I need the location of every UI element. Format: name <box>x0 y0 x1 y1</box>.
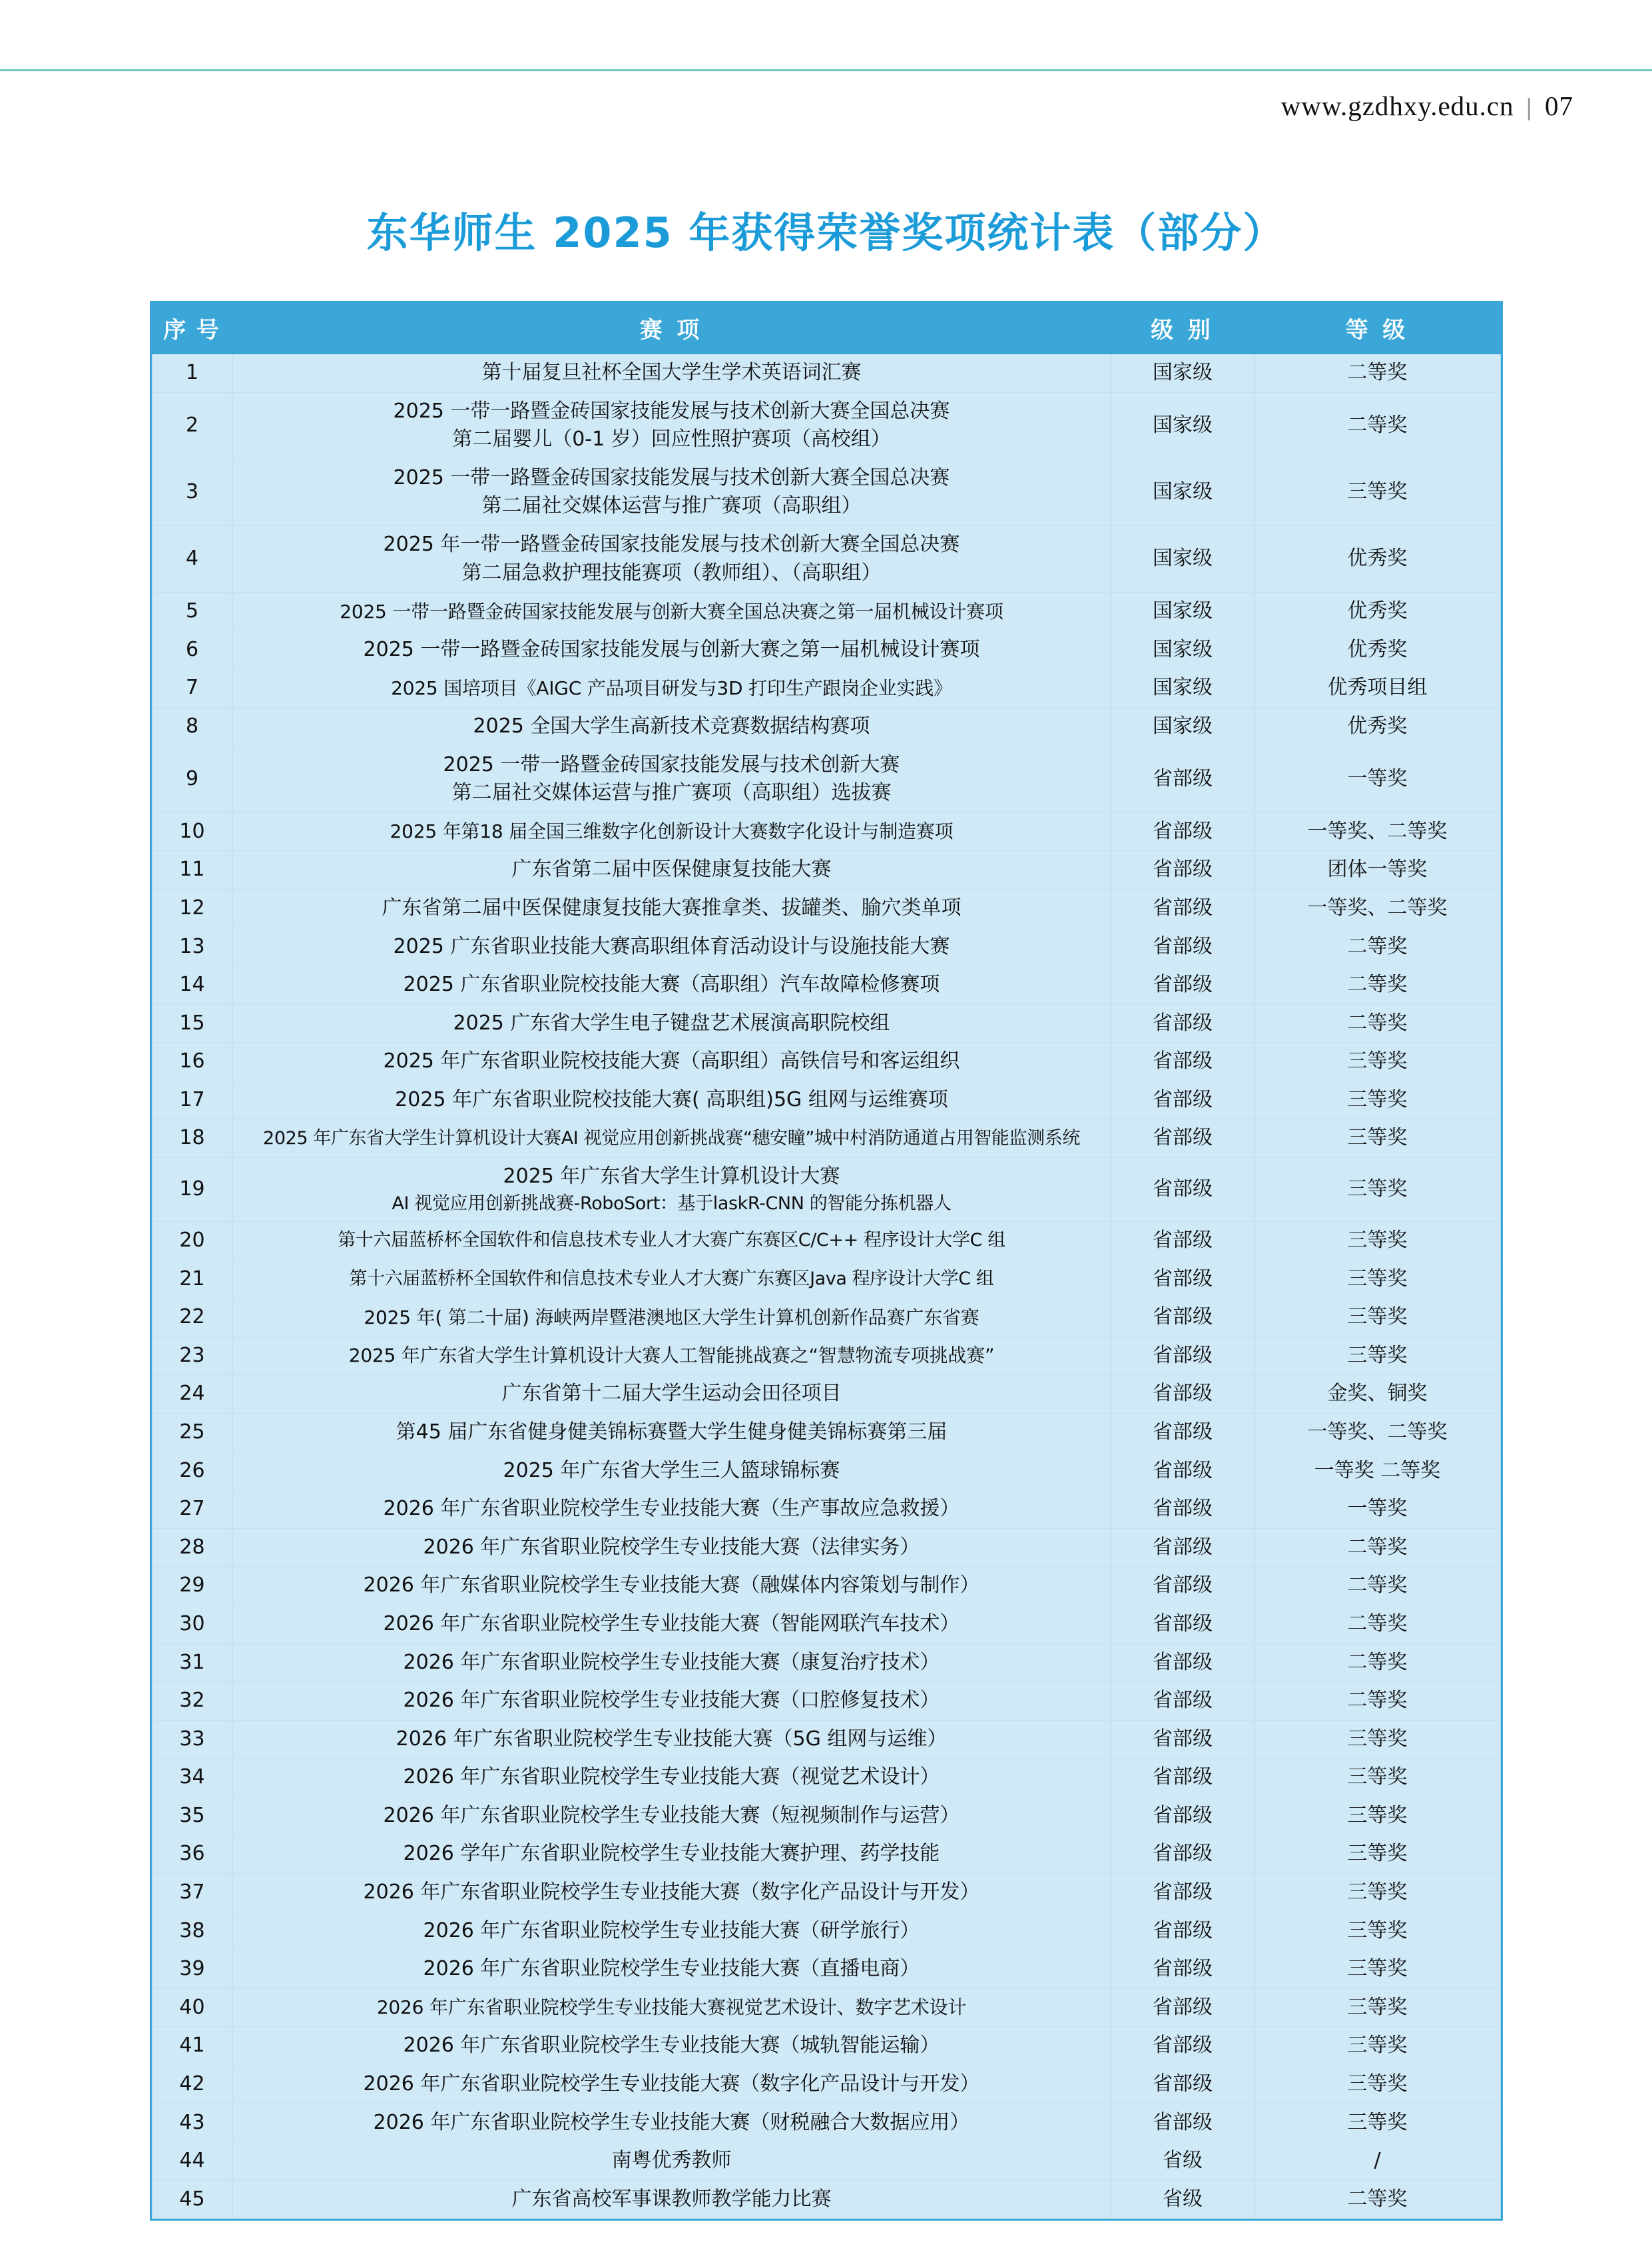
cell-index: 3 <box>152 459 232 525</box>
cell-grade: 三等奖 <box>1254 1260 1501 1298</box>
cell-grade: 二等奖 <box>1254 928 1501 966</box>
cell-level: 省部级 <box>1111 851 1254 890</box>
table-row <box>152 1682 1501 1721</box>
cell-index: 5 <box>152 593 232 631</box>
cell-level: 国家级 <box>1111 631 1254 669</box>
cell-index: 30 <box>152 1605 232 1643</box>
cell-level: 省部级 <box>1111 1413 1254 1452</box>
cell-item: 2026 学年广东省职业院校学生专业技能大赛护理、药学技能 <box>232 1835 1111 1874</box>
table-row <box>152 1452 1501 1490</box>
cell-index: 23 <box>152 1336 232 1375</box>
cell-index: 44 <box>152 2142 232 2181</box>
cell-level: 省部级 <box>1111 1298 1254 1337</box>
awards-table-body <box>152 354 1501 2219</box>
header-rule <box>0 69 1652 71</box>
table-row <box>152 1004 1501 1043</box>
cell-index: 17 <box>152 1081 232 1119</box>
table-row <box>152 1874 1501 1912</box>
cell-index: 2 <box>152 392 232 459</box>
table-row <box>152 1490 1501 1529</box>
cell-item: 2026 年广东省职业院校学生专业技能大赛（视觉艺术设计） <box>232 1759 1111 1797</box>
cell-grade: 优秀奖 <box>1254 631 1501 669</box>
cell-level: 省部级 <box>1111 1759 1254 1797</box>
cell-item: 2025 年广东省职业院校技能大赛（高职组）高铁信号和客运组织 <box>232 1043 1111 1081</box>
table-row <box>152 459 1501 525</box>
cell-item: 2026 年广东省职业院校学生专业技能大赛（短视频制作与运营） <box>232 1797 1111 1835</box>
cell-index: 16 <box>152 1043 232 1081</box>
table-row <box>152 1643 1501 1682</box>
cell-level: 省部级 <box>1111 1605 1254 1643</box>
cell-item: 广东省第十二届大学生运动会田径项目 <box>232 1375 1111 1414</box>
cell-index: 39 <box>152 1950 232 1989</box>
cell-level: 省部级 <box>1111 1912 1254 1950</box>
cell-grade: 二等奖 <box>1254 966 1501 1005</box>
cell-item: 2026 年广东省职业院校学生专业技能大赛（数字化产品设计与开发） <box>232 1874 1111 1912</box>
cell-index: 18 <box>152 1119 232 1158</box>
cell-item: 2025 一带一路暨金砖国家技能发展与技术创新大赛全国总决赛 第二届婴儿（0-1 岁）回应性照护赛项（高校组） <box>232 392 1111 459</box>
cell-index: 32 <box>152 1682 232 1721</box>
cell-item: 2025 国培项目《AIGC 产品项目研发与3D 打印生产跟岗企业实践》 <box>232 669 1111 708</box>
table-row <box>152 1413 1501 1452</box>
cell-level: 省部级 <box>1111 1643 1254 1682</box>
table-row <box>152 889 1501 928</box>
cell-index: 33 <box>152 1720 232 1759</box>
table-row <box>152 1988 1501 2027</box>
cell-level: 省部级 <box>1111 812 1254 851</box>
cell-grade: 一等奖 <box>1254 746 1501 812</box>
cell-item: 2026 年广东省职业院校学生专业技能大赛（智能网联汽车技术） <box>232 1605 1111 1643</box>
cell-grade: 二等奖 <box>1254 2180 1501 2219</box>
cell-grade: 三等奖 <box>1254 1797 1501 1835</box>
cell-grade: 三等奖 <box>1254 2103 1501 2142</box>
cell-item: 2025 年一带一路暨金砖国家技能发展与技术创新大赛全国总决赛 第二届急救护理技能赛项（教师组）、（高职组） <box>232 525 1111 592</box>
cell-index: 41 <box>152 2027 232 2066</box>
cell-grade: 三等奖 <box>1254 1835 1501 1874</box>
cell-level: 省部级 <box>1111 1452 1254 1490</box>
cell-grade: 三等奖 <box>1254 1081 1501 1119</box>
cell-index: 26 <box>152 1452 232 1490</box>
cell-item: 2026 年广东省职业院校学生专业技能大赛（生产事故应急救援） <box>232 1490 1111 1529</box>
cell-item: 2026 年广东省职业院校学生专业技能大赛（5G 组网与运维） <box>232 1720 1111 1759</box>
cell-item: 2026 年广东省职业院校学生专业技能大赛（城轨智能运输） <box>232 2027 1111 2066</box>
cell-level: 省部级 <box>1111 1490 1254 1529</box>
cell-grade: 二等奖 <box>1254 1682 1501 1721</box>
table-row <box>152 1260 1501 1298</box>
cell-index: 40 <box>152 1988 232 2027</box>
cell-grade: 二等奖 <box>1254 1004 1501 1043</box>
cell-index: 20 <box>152 1221 232 1260</box>
cell-level: 国家级 <box>1111 392 1254 459</box>
table-row <box>152 1912 1501 1950</box>
cell-level: 国家级 <box>1111 707 1254 746</box>
cell-level: 省部级 <box>1111 1043 1254 1081</box>
page-number: 07 <box>1545 91 1573 121</box>
table-row <box>152 2142 1501 2181</box>
table-row <box>152 1950 1501 1989</box>
cell-index: 31 <box>152 1643 232 1682</box>
table-row <box>152 525 1501 592</box>
column-header-level: 级 别 <box>1111 304 1254 354</box>
cell-level: 省部级 <box>1111 1004 1254 1043</box>
table-row <box>152 1797 1501 1835</box>
table-row <box>152 707 1501 746</box>
cell-item: 2025 年广东省大学生计算机设计大赛 AI 视觉应用创新挑战赛-RoboSort：基于laskR-CNN 的智能分拣机器人 <box>232 1158 1111 1222</box>
cell-item: 2025 广东省职业院校技能大赛（高职组）汽车故障检修赛项 <box>232 966 1111 1005</box>
cell-level: 省部级 <box>1111 1797 1254 1835</box>
cell-grade: 优秀奖 <box>1254 525 1501 592</box>
cell-grade: 三等奖 <box>1254 1950 1501 1989</box>
cell-level: 省部级 <box>1111 928 1254 966</box>
table-row <box>152 1528 1501 1567</box>
cell-item: 第十六届蓝桥杯全国软件和信息技术专业人才大赛广东赛区Java 程序设计大学C 组 <box>232 1260 1111 1298</box>
cell-grade: 三等奖 <box>1254 1988 1501 2027</box>
cell-index: 35 <box>152 1797 232 1835</box>
cell-index: 34 <box>152 1759 232 1797</box>
cell-index: 6 <box>152 631 232 669</box>
table-row <box>152 1119 1501 1158</box>
table-row <box>152 1081 1501 1119</box>
table-row <box>152 1043 1501 1081</box>
cell-index: 24 <box>152 1375 232 1414</box>
cell-index: 21 <box>152 1260 232 1298</box>
cell-index: 43 <box>152 2103 232 2142</box>
cell-level: 省部级 <box>1111 2066 1254 2104</box>
cell-grade: 三等奖 <box>1254 1158 1501 1222</box>
cell-level: 省部级 <box>1111 2027 1254 2066</box>
cell-index: 25 <box>152 1413 232 1452</box>
cell-level: 省部级 <box>1111 1081 1254 1119</box>
cell-level: 省级 <box>1111 2142 1254 2181</box>
cell-grade: 二等奖 <box>1254 354 1501 393</box>
cell-level: 省部级 <box>1111 1336 1254 1375</box>
cell-level: 省部级 <box>1111 1221 1254 1260</box>
cell-level: 省部级 <box>1111 1950 1254 1989</box>
cell-item: 2025 一带一路暨金砖国家技能发展与创新大赛全国总决赛之第一届机械设计赛项 <box>232 593 1111 631</box>
awards-table <box>152 303 1501 2219</box>
cell-level: 省部级 <box>1111 1119 1254 1158</box>
cell-level: 省部级 <box>1111 1375 1254 1414</box>
cell-index: 7 <box>152 669 232 708</box>
cell-grade: 三等奖 <box>1254 1336 1501 1375</box>
column-header-grade: 等 级 <box>1254 304 1501 354</box>
table-row <box>152 1298 1501 1337</box>
table-row <box>152 1336 1501 1375</box>
cell-grade: 三等奖 <box>1254 1759 1501 1797</box>
cell-index: 45 <box>152 2180 232 2219</box>
cell-index: 4 <box>152 525 232 592</box>
cell-grade: 一等奖、二等奖 <box>1254 889 1501 928</box>
site-url: www.gzdhxy.edu.cn <box>1280 91 1514 121</box>
cell-level: 省部级 <box>1111 2103 1254 2142</box>
cell-item: 2026 年广东省职业院校学生专业技能大赛视觉艺术设计、数字艺术设计 <box>232 1988 1111 2027</box>
table-header-row <box>152 304 1501 354</box>
cell-level: 省部级 <box>1111 889 1254 928</box>
cell-index: 27 <box>152 1490 232 1529</box>
cell-grade: 二等奖 <box>1254 1528 1501 1567</box>
table-row <box>152 2180 1501 2219</box>
awards-table-container <box>150 301 1498 2224</box>
table-row <box>152 1221 1501 1260</box>
cell-grade: 三等奖 <box>1254 2066 1501 2104</box>
cell-grade: 优秀项目组 <box>1254 669 1501 708</box>
table-row <box>152 669 1501 708</box>
cell-index: 29 <box>152 1567 232 1605</box>
cell-level: 省部级 <box>1111 1528 1254 1567</box>
cell-item: 南粤优秀教师 <box>232 2142 1111 2181</box>
cell-item: 2026 年广东省职业院校学生专业技能大赛（财税融合大数据应用） <box>232 2103 1111 2142</box>
cell-grade: 一等奖 <box>1254 1490 1501 1529</box>
cell-index: 11 <box>152 851 232 890</box>
table-row <box>152 2103 1501 2142</box>
cell-item: 2025 年广东省大学生三人篮球锦标赛 <box>232 1452 1111 1490</box>
cell-item: 2026 年广东省职业院校学生专业技能大赛（康复治疗技术） <box>232 1643 1111 1682</box>
awards-table-frame <box>150 301 1503 2221</box>
cell-grade: / <box>1254 2142 1501 2181</box>
table-row <box>152 1567 1501 1605</box>
cell-grade: 二等奖 <box>1254 1605 1501 1643</box>
table-row <box>152 812 1501 851</box>
cell-item: 第十届复旦社杯全国大学生学术英语词汇赛 <box>232 354 1111 393</box>
table-row <box>152 2066 1501 2104</box>
cell-item: 2025 广东省大学生电子键盘艺术展演高职院校组 <box>232 1004 1111 1043</box>
cell-index: 15 <box>152 1004 232 1043</box>
cell-level: 省部级 <box>1111 966 1254 1005</box>
cell-index: 13 <box>152 928 232 966</box>
table-row <box>152 1720 1501 1759</box>
cell-grade: 三等奖 <box>1254 1874 1501 1912</box>
cell-level: 国家级 <box>1111 669 1254 708</box>
cell-grade: 二等奖 <box>1254 1643 1501 1682</box>
cell-level: 省部级 <box>1111 746 1254 812</box>
cell-item: 2026 年广东省职业院校学生专业技能大赛（口腔修复技术） <box>232 1682 1111 1721</box>
cell-grade: 一等奖、二等奖 <box>1254 812 1501 851</box>
cell-item: 2025 广东省职业技能大赛高职组体育活动设计与设施技能大赛 <box>232 928 1111 966</box>
cell-item: 广东省第二届中医保健康复技能大赛 <box>232 851 1111 890</box>
cell-index: 9 <box>152 746 232 812</box>
cell-grade: 三等奖 <box>1254 459 1501 525</box>
table-row <box>152 851 1501 890</box>
cell-level: 省部级 <box>1111 1720 1254 1759</box>
cell-level: 国家级 <box>1111 459 1254 525</box>
cell-grade: 一等奖、二等奖 <box>1254 1413 1501 1452</box>
cell-item: 2026 年广东省职业院校学生专业技能大赛（法律实务） <box>232 1528 1111 1567</box>
cell-level: 国家级 <box>1111 593 1254 631</box>
cell-item: 广东省第二届中医保健康复技能大赛推拿类、拔罐类、腧穴类单项 <box>232 889 1111 928</box>
cell-level: 省级 <box>1111 2180 1254 2219</box>
cell-grade: 二等奖 <box>1254 1567 1501 1605</box>
header-separator: | <box>1525 93 1533 121</box>
cell-item: 2026 年广东省职业院校学生专业技能大赛（直播电商） <box>232 1950 1111 1989</box>
cell-grade: 三等奖 <box>1254 1720 1501 1759</box>
cell-level: 省部级 <box>1111 1835 1254 1874</box>
cell-level: 国家级 <box>1111 354 1254 393</box>
cell-item: 2025 年广东省职业院校技能大赛( 高职组)5G 组网与运维赛项 <box>232 1081 1111 1119</box>
table-row <box>152 966 1501 1005</box>
cell-grade: 三等奖 <box>1254 1298 1501 1337</box>
cell-item: 2025 全国大学生高新技术竞赛数据结构赛项 <box>232 707 1111 746</box>
cell-index: 42 <box>152 2066 232 2104</box>
cell-item: 2025 年( 第二十届) 海峡两岸暨港澳地区大学生计算机创新作品赛广东省赛 <box>232 1298 1111 1337</box>
table-row <box>152 354 1501 393</box>
cell-grade: 三等奖 <box>1254 1221 1501 1260</box>
cell-grade: 团体一等奖 <box>1254 851 1501 890</box>
cell-item: 第45 届广东省健身健美锦标赛暨大学生健身健美锦标赛第三届 <box>232 1413 1111 1452</box>
cell-index: 28 <box>152 1528 232 1567</box>
table-row <box>152 392 1501 459</box>
cell-index: 22 <box>152 1298 232 1337</box>
cell-level: 省部级 <box>1111 1682 1254 1721</box>
cell-item: 广东省高校军事课教师教学能力比赛 <box>232 2180 1111 2219</box>
cell-item: 2026 年广东省职业院校学生专业技能大赛（数字化产品设计与开发） <box>232 2066 1111 2104</box>
table-row <box>152 631 1501 669</box>
table-row <box>152 1375 1501 1414</box>
column-header-index: 序 号 <box>152 304 232 354</box>
table-row <box>152 2027 1501 2066</box>
cell-item: 2025 一带一路暨金砖国家技能发展与技术创新大赛全国总决赛 第二届社交媒体运营与推广赛项（高职组） <box>232 459 1111 525</box>
page-title: 东华师生 2025 年获得荣誉奖项统计表（部分） <box>366 208 1286 257</box>
cell-item: 第十六届蓝桥杯全国软件和信息技术专业人才大赛广东赛区C/C++ 程序设计大学C 组 <box>232 1221 1111 1260</box>
table-row <box>152 1835 1501 1874</box>
cell-level: 省部级 <box>1111 1260 1254 1298</box>
cell-level: 省部级 <box>1111 1874 1254 1912</box>
table-row <box>152 746 1501 812</box>
cell-index: 10 <box>152 812 232 851</box>
cell-grade: 二等奖 <box>1254 392 1501 459</box>
cell-level: 国家级 <box>1111 525 1254 592</box>
cell-item: 2025 年广东省大学生计算机设计大赛AI 视觉应用创新挑战赛“穗安瞳”城中村消防通道占用智能监测系统 <box>232 1119 1111 1158</box>
cell-level: 省部级 <box>1111 1567 1254 1605</box>
cell-index: 37 <box>152 1874 232 1912</box>
cell-index: 36 <box>152 1835 232 1874</box>
table-row <box>152 1759 1501 1797</box>
table-row <box>152 928 1501 966</box>
cell-index: 38 <box>152 1912 232 1950</box>
cell-grade: 三等奖 <box>1254 1119 1501 1158</box>
cell-item: 2025 年第18 届全国三维数字化创新设计大赛数字化设计与制造赛项 <box>232 812 1111 851</box>
cell-grade: 三等奖 <box>1254 1912 1501 1950</box>
table-row <box>152 1158 1501 1222</box>
cell-index: 19 <box>152 1158 232 1222</box>
cell-grade: 金奖、铜奖 <box>1254 1375 1501 1414</box>
cell-grade: 三等奖 <box>1254 2027 1501 2066</box>
cell-item: 2025 一带一路暨金砖国家技能发展与创新大赛之第一届机械设计赛项 <box>232 631 1111 669</box>
cell-index: 8 <box>152 707 232 746</box>
cell-item: 2026 年广东省职业院校学生专业技能大赛（融媒体内容策划与制作） <box>232 1567 1111 1605</box>
cell-index: 14 <box>152 966 232 1005</box>
cell-grade: 优秀奖 <box>1254 593 1501 631</box>
cell-index: 12 <box>152 889 232 928</box>
cell-grade: 优秀奖 <box>1254 707 1501 746</box>
cell-item: 2025 一带一路暨金砖国家技能发展与技术创新大赛 第二届社交媒体运营与推广赛项（高职组）选拔赛 <box>232 746 1111 812</box>
cell-index: 1 <box>152 354 232 393</box>
cell-level: 省部级 <box>1111 1988 1254 2027</box>
table-row <box>152 593 1501 631</box>
cell-item: 2025 年广东省大学生计算机设计大赛人工智能挑战赛之“智慧物流专项挑战赛” <box>232 1336 1111 1375</box>
cell-item: 2026 年广东省职业院校学生专业技能大赛（研学旅行） <box>232 1912 1111 1950</box>
page-header <box>1281 90 1573 122</box>
table-row <box>152 1605 1501 1643</box>
cell-grade: 一等奖 二等奖 <box>1254 1452 1501 1490</box>
cell-level: 省部级 <box>1111 1158 1254 1222</box>
cell-grade: 三等奖 <box>1254 1043 1501 1081</box>
column-header-item: 赛 项 <box>232 304 1111 354</box>
